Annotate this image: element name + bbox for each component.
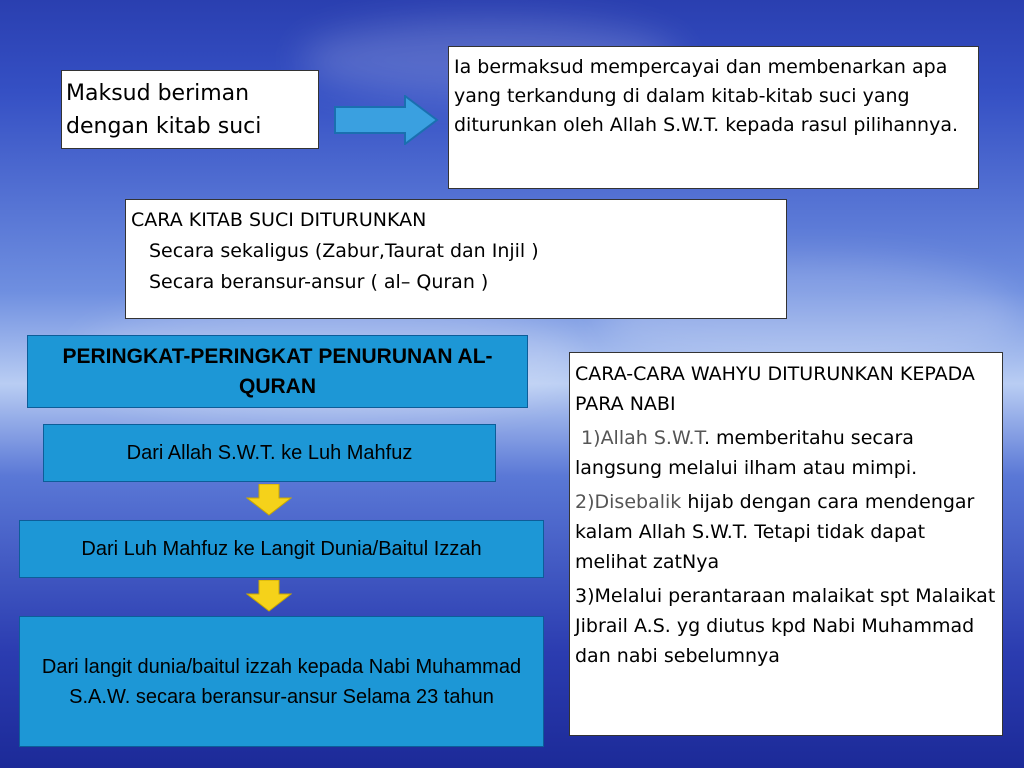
wahyu-title: CARA-CARA WAHYU DITURUNKAN KEPADA PARA NABI: [575, 363, 975, 415]
peringkat-step: Dari langit dunia/baitul izzah kepada Nabi Muhammad S.A.W. secara beransur-ansur Selama 23 tahun: [19, 616, 544, 747]
cara-kitab-box: [125, 199, 787, 319]
definition-text: Ia bermaksud mempercayai dan membenarkan apa yang terkandung di dalam kitab-kitab suci yang diturunkan oleh Allah S.W.T. kepada rasul pilihannya.: [448, 46, 979, 189]
peringkat-step: Dari Luh Mahfuz ke Langit Dunia/Baitul Izzah: [19, 520, 544, 578]
cara-kitab-title: CARA KITAB SUCI DITURUNKAN: [131, 209, 427, 231]
wahyu-item-2: 2)Disebalik hijab dengan cara mendengar kalam Allah S.W.T. Tetapi tidak dapat melihat zatNya: [575, 491, 975, 573]
arrow-down-icon: [246, 580, 292, 612]
wahyu-item-1: 1)Allah S.W.T. memberitahu secara langsung melalui ilham atau mimpi.: [575, 427, 918, 479]
wahyu-item-3: 3)Melalui perantaraan malaikat spt Malaikat Jibrail A.S. yg diutus kpd Nabi Muhammad dan nabi sebelumnya: [575, 585, 996, 667]
cara-kitab-item: Secara sekaligus (Zabur,Taurat dan Injil ): [149, 240, 539, 262]
definition-label: Maksud beriman dengan kitab suci: [61, 70, 319, 149]
peringkat-title: PERINGKAT-PERINGKAT PENURUNAN AL-QURAN: [27, 335, 528, 408]
peringkat-step: Dari Allah S.W.T. ke Luh Mahfuz: [43, 424, 496, 482]
arrow-down-icon: [246, 484, 292, 516]
wahyu-box: [569, 352, 1003, 736]
arrow-right-icon: [333, 95, 439, 145]
cara-kitab-item: Secara beransur-ansur ( al– Quran ): [149, 271, 489, 293]
